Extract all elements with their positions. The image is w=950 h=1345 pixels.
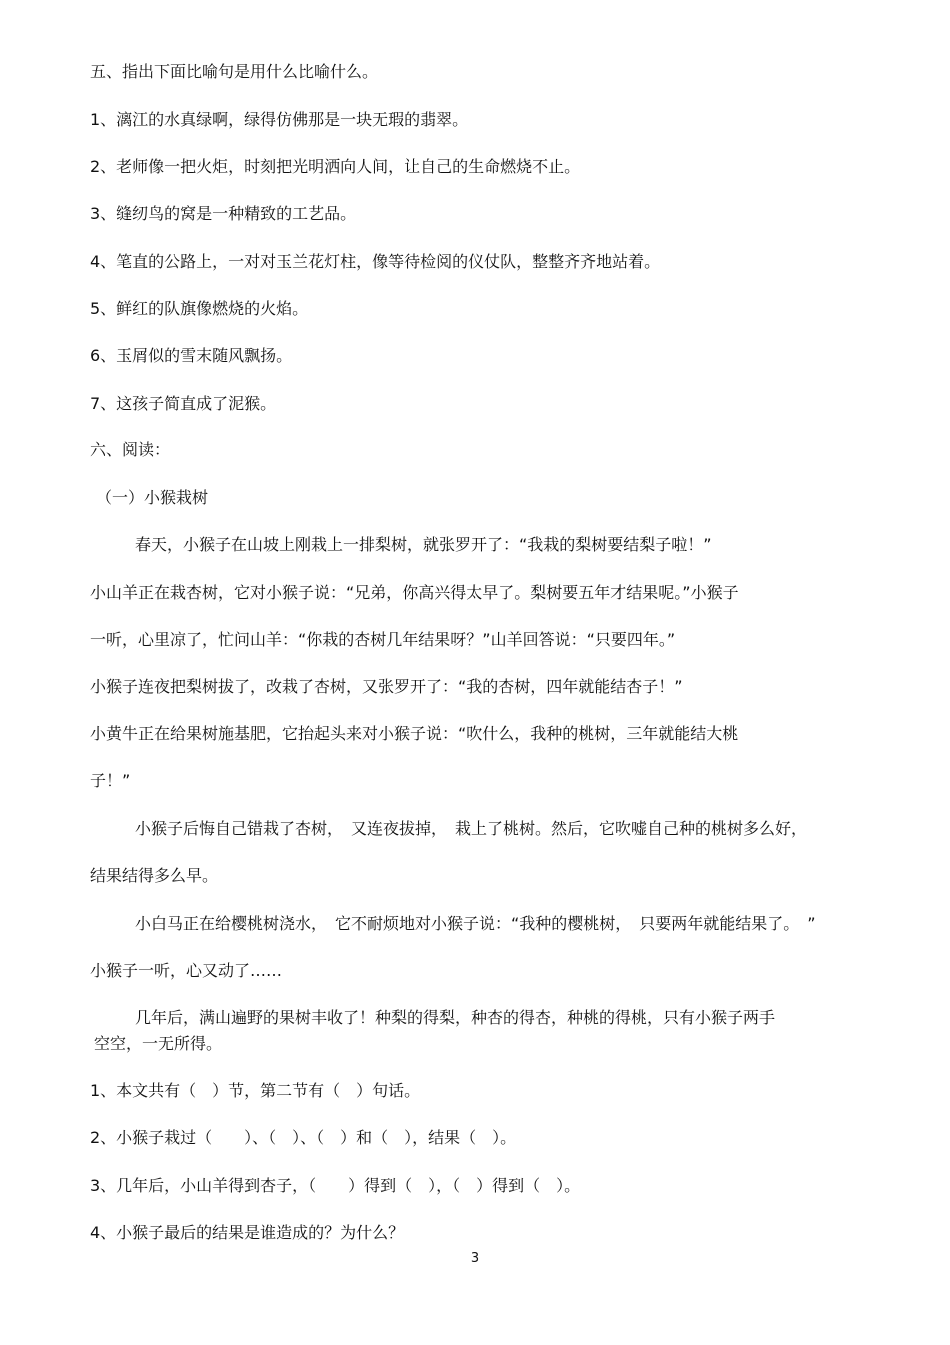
simile-item-5: 5、鲜红的队旗像燃烧的火焰。 xyxy=(90,299,309,318)
question-4: 4、小猴子最后的结果是谁造成的？为什么？ xyxy=(90,1223,405,1242)
simile-item-4: 4、笔直的公路上，一对对玉兰花灯柱，像等待检阅的仪仗队，整整齐齐地站着。 xyxy=(90,252,661,271)
section-6-heading: 六、阅读： xyxy=(90,440,171,459)
simile-item-7: 7、这孩子简直成了泥猴。 xyxy=(90,394,277,413)
simile-item-3: 3、缝纫鸟的窝是一种精致的工艺品。 xyxy=(90,204,357,223)
passage-line: 小黄牛正在给果树施基肥，它抬起头来对小猴子说：“吹什么，我种的桃树，三年就能结大桃 xyxy=(90,724,739,743)
passage-line: 春天，小猴子在山坡上刚栽上一排梨树，就张罗开了：“我栽的梨树要结梨子啦！” xyxy=(135,535,712,554)
passage-line: 小山羊正在栽杏树，它对小猴子说：“兄弟，你高兴得太早了。梨树要五年才结果呢。”小猴子 xyxy=(90,583,739,602)
page-number: 3 xyxy=(470,1251,480,1266)
passage-line: 小白马正在给樱桃树浇水， 它不耐烦地对小猴子说：“我种的樱桃树， 只要两年就能结果了。 ” xyxy=(135,914,816,933)
passage-line: 小猴子后悔自己错栽了杏树， 又连夜拔掉， 栽上了桃树。然后，它吹嘘自己种的桃树多么好， xyxy=(135,819,808,838)
passage-line: 空空，一无所得。 xyxy=(94,1034,223,1053)
passage-line: 几年后，满山遍野的果树丰收了！种梨的得梨，种杏的得杏，种桃的得桃，只有小猴子两手 xyxy=(135,1008,776,1027)
section-5-heading: 五、指出下面比喻句是用什么比喻什么。 xyxy=(90,62,379,81)
simile-item-1: 1、漓江的水真绿啊，绿得仿佛那是一块无瑕的翡翠。 xyxy=(90,110,469,129)
question-3: 3、几年后，小山羊得到杏子，（ ）得到（ ），（ ）得到（ ）。 xyxy=(90,1176,581,1195)
passage-line: 子！” xyxy=(90,771,131,790)
simile-item-6: 6、玉屑似的雪末随风飘扬。 xyxy=(90,346,293,365)
passage-line: 小猴子连夜把梨树拔了，改栽了杏树，又张罗开了：“我的杏树，四年就能结杏子！” xyxy=(90,677,683,696)
passage-line: 一听，心里凉了，忙问山羊：“你栽的杏树几年结果呀？”山羊回答说：“只要四年。” xyxy=(90,630,676,649)
simile-item-2: 2、老师像一把火炬，时刻把光明洒向人间，让自己的生命燃烧不止。 xyxy=(90,157,581,176)
question-2: 2、小猴子栽过（ ）、（ ）、（ ）和（ ），结果（ ）。 xyxy=(90,1128,517,1147)
story-title: （一）小猴栽树 xyxy=(96,488,209,507)
passage-line: 结果结得多么早。 xyxy=(90,866,219,885)
passage-line: 小猴子一听，心又动了…… xyxy=(90,961,283,980)
question-1: 1、本文共有（ ）节，第二节有（ ）句话。 xyxy=(90,1081,421,1100)
